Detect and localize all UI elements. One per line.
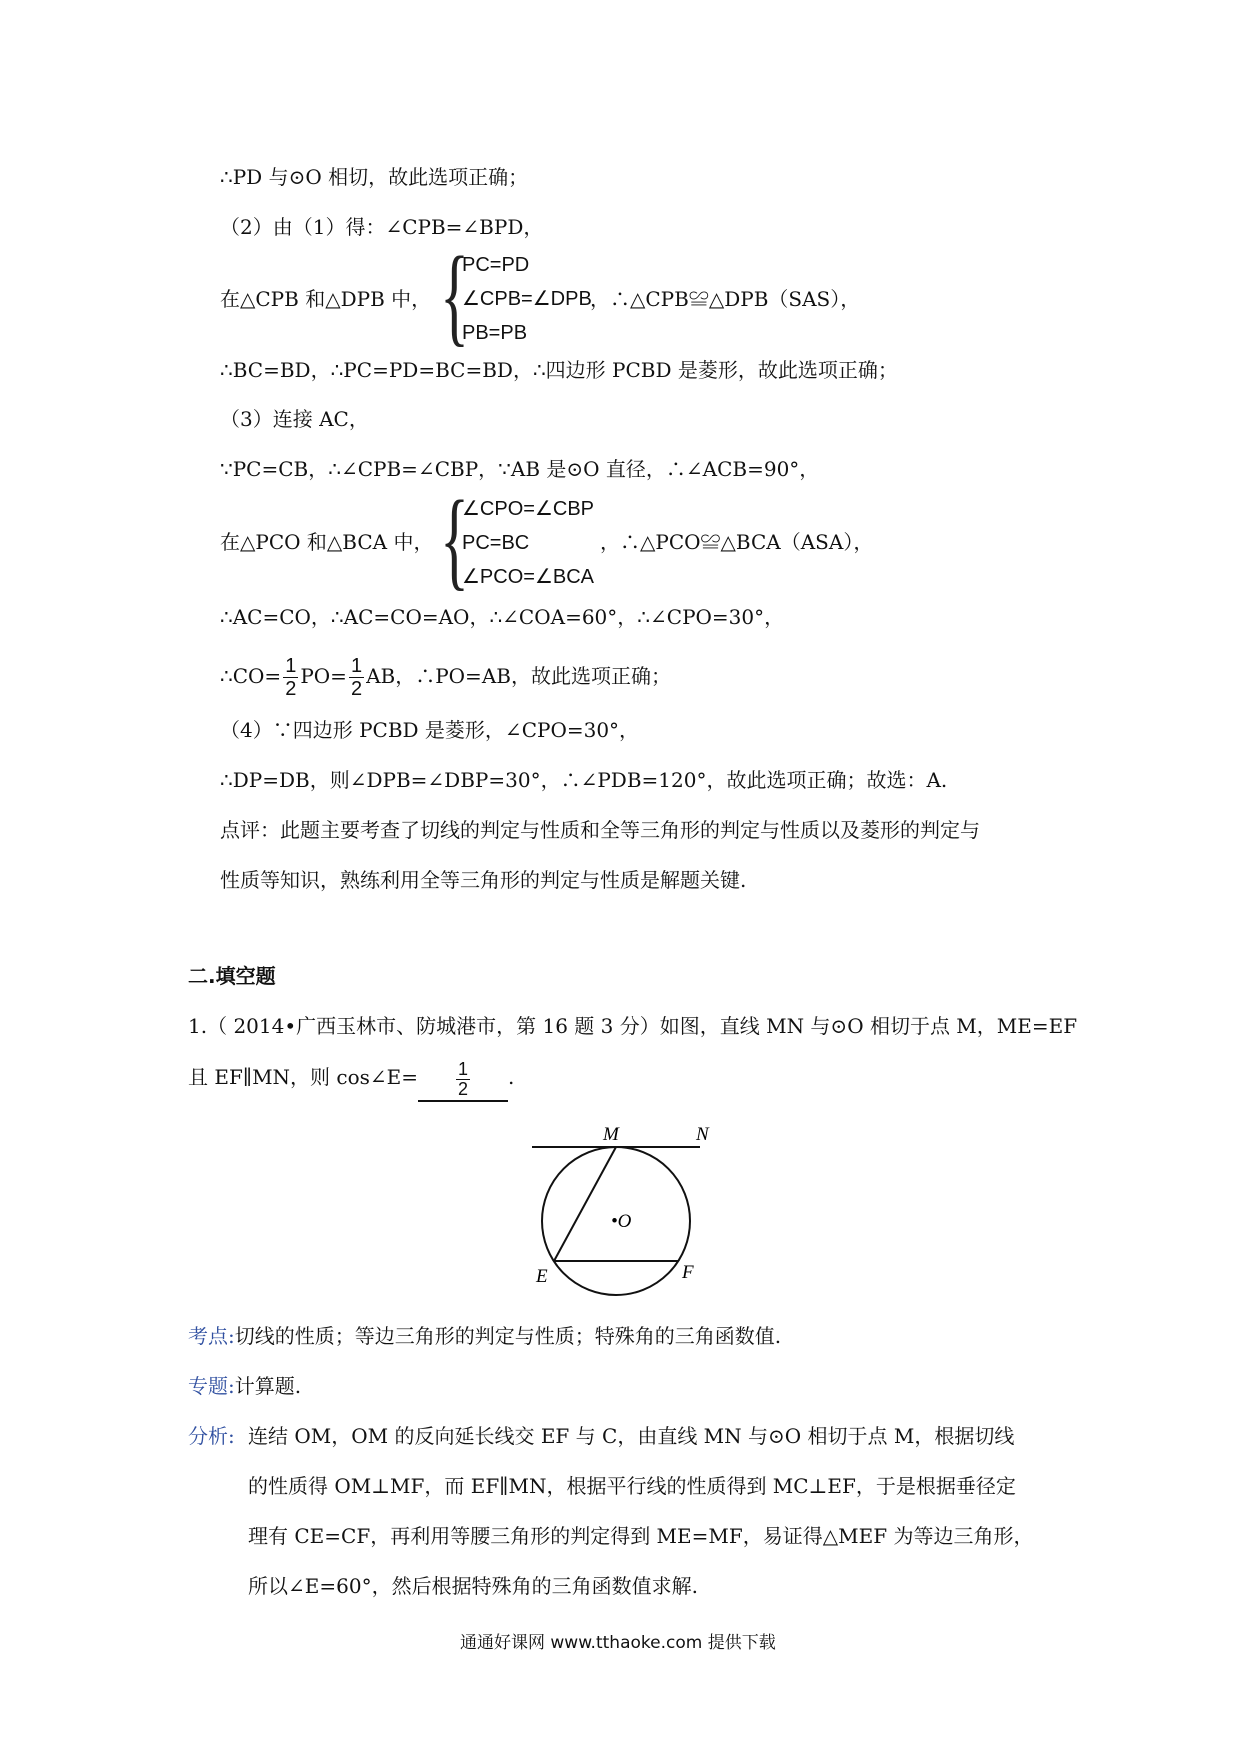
system-2-row: ∠CPO=∠CBP [462,498,595,520]
kaodian-text: 切线的性质；等边三角形的判定与性质；特殊角的三角函数值. [234,1324,782,1348]
zhuanti-text: 计算题. [234,1374,302,1398]
comment-line-2: 性质等知识，熟练利用全等三角形的判定与性质是解题关键. [220,868,747,892]
solution-line-10: （4）∵四边形 PCBD 是菱形，∠CPO=30°， [220,718,640,742]
label-e: E [536,1266,548,1287]
solution-line-7-post: ，∴△PCO≌△BCA（ASA）， [600,530,874,554]
line-9-part-c: AB，∴PO=AB，故此选项正确； [366,664,671,688]
solution-line-2: （2）由（1）得：∠CPB=∠BPD， [220,215,544,239]
solution-line-5: （3）连接 AC， [220,407,369,431]
fraction-half [349,655,364,700]
circle-tangent-figure [520,1110,730,1300]
line-9-part-a: ∴CO= [220,664,282,688]
kaodian-label: 考点: [188,1324,235,1348]
system-1-row: ∠CPB=∠DPB [462,288,592,310]
fenxi-line: 理有 CE=CF，再利用等腰三角形的判定得到 ME=MF，易证得△MEF 为等边三角形， [248,1524,1034,1548]
fraction-numerator: 1 [285,655,297,677]
label-o: •O [611,1211,632,1232]
label-m: M [603,1124,619,1145]
answer-blank [418,1056,508,1102]
system-2-row: ∠PCO=∠BCA [462,566,595,588]
label-n: N [696,1124,709,1145]
system-1-row: PB=PB [462,322,528,344]
solution-line-3-post: ，∴△CPB≌△DPB（SAS）， [590,287,861,311]
problem-line-2 [188,1055,514,1102]
fraction-numerator: 1 [350,655,363,677]
zhuanti-label: 专题: [188,1374,235,1398]
solution-line-6: ∵PC=CB，∴∠CPB=∠CBP，∵AB 是⊙O 直径，∴∠ACB=90°， [220,457,820,481]
brace-system-2: { [440,478,470,600]
fraction-denominator: 2 [350,678,363,700]
equation-system-1 [462,248,592,350]
problem-line-2-end: . [508,1065,515,1089]
solution-line-11: ∴DP=DB，则∠DPB=∠DBP=30°，∴∠PDB=120°，故此选项正确；故选：A. [220,768,948,792]
fenxi-line: 所以∠E=60°，然后根据特殊角的三角函数值求解. [248,1574,698,1598]
answer-numerator: 1 [458,1058,469,1079]
kaodian-row [188,1322,781,1350]
solution-line-7-pre: 在△PCO 和△BCA 中， [220,530,434,554]
solution-line-3-pre: 在△CPB 和△DPB 中， [220,287,432,311]
section-title: 二.填空题 [188,964,276,988]
solution-line-4: ∴BC=BD，∴PC=PD=BC=BD，∴四边形 PCBD 是菱形，故此选项正确； [220,358,898,382]
page-footer: 通通好课网 www.tthaoke.com 提供下载 [460,1633,776,1653]
system-1-row: PC=PD [462,254,530,276]
comment-line-1: 点评：此题主要考查了切线的判定与性质和全等三角形的判定与性质以及菱形的判定与 [220,818,980,842]
fraction-half [283,655,298,700]
brace-system-1: { [440,234,470,356]
solution-line-9 [220,648,671,704]
fenxi-line: 的性质得 OM⊥MF，而 EF∥MN，根据平行线的性质得到 MC⊥EF，于是根据垂径定 [248,1474,1016,1498]
chord-me [554,1147,616,1261]
fraction-denominator: 2 [285,678,297,700]
answer-denominator: 2 [458,1078,469,1099]
label-f: F [682,1262,694,1283]
fenxi-label-text: 分析: [188,1424,235,1448]
problem-line-2-text: 且 EF∥MN，则 cos∠E= [188,1065,419,1089]
fenxi-label [188,1422,235,1450]
line-9-part-b: PO= [300,664,347,688]
equation-system-2 [462,492,594,594]
fenxi-line: 连结 OM，OM 的反向延长线交 EF 与 C，由直线 MN 与⊙O 相切于点 M，根据切线 [248,1424,1015,1448]
system-2-row: PC=BC [462,532,530,554]
problem-line-1: 1.（ 2014•广西玉林市、防城港市，第 16 题 3 分）如图，直线 MN 与⊙O 相切于点 M，ME=EF [188,1014,1078,1038]
solution-line-1: ∴PD 与⊙O 相切，故此选项正确； [220,165,529,189]
zhuanti-row [188,1372,301,1400]
solution-line-8: ∴AC=CO，∴AC=CO=AO，∴∠COA=60°，∴∠CPO=30°， [220,605,785,629]
answer-fraction [456,1060,470,1099]
